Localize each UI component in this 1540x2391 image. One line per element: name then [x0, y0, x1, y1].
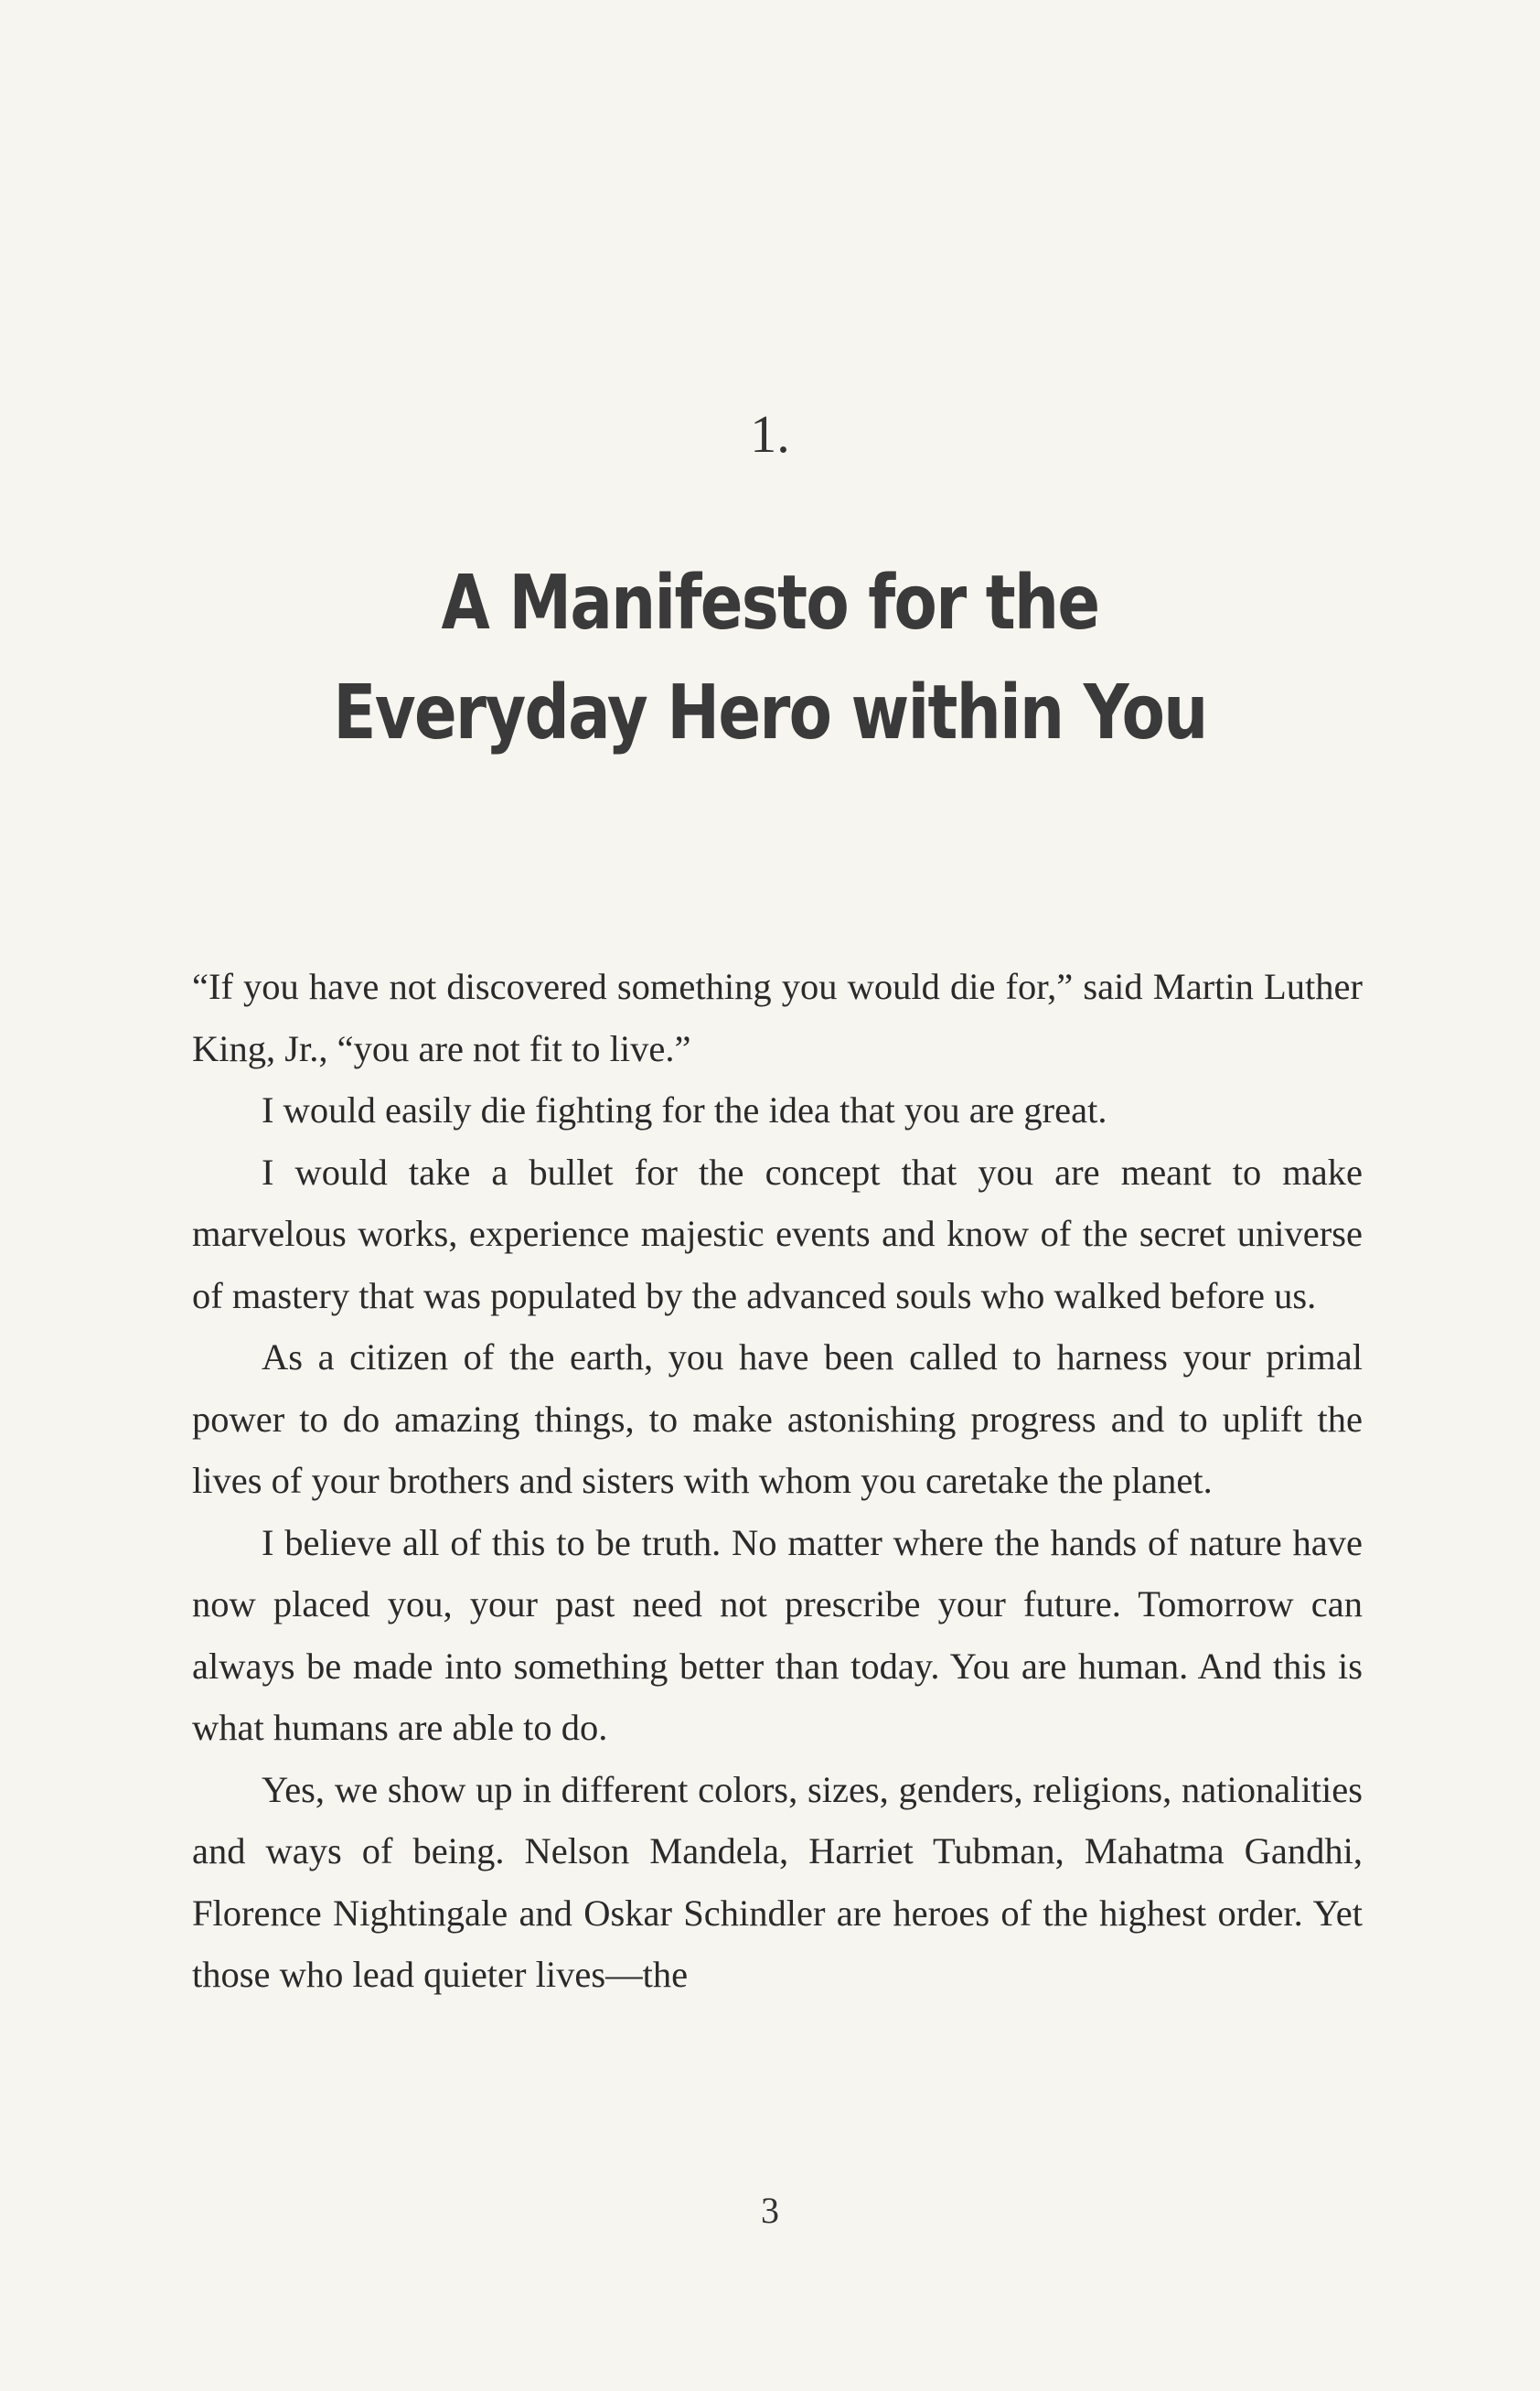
paragraph-6: Yes, we show up in different colors, sizes, genders, religions, nationalities and ways of being. Nelson Mandela, Harriet Tubman, Mahatma Gandhi, Florence Nightingale and Oskar Schindler are heroes of the highest order. Yet those who lead quieter lives—the: [192, 1768, 1363, 1995]
chapter-title: [123, 549, 1417, 768]
page-number: 3: [761, 2190, 779, 2231]
paragraph-1: “If you have not discovered something you would die for,” said Martin Luther King, Jr., “you are not fit to live.”: [192, 966, 1363, 1069]
paragraph-2: I would easily die fighting for the idea that you are great.: [262, 1089, 1107, 1131]
chapter-title-line-2: Everyday Hero within You: [333, 670, 1207, 756]
chapter-title-line-1: A Manifesto for the: [441, 560, 1099, 647]
paragraph-4: As a citizen of the earth, you have been called to harness your primal power to do amazing things, to make astonishing progress and to uplift the lives of your brothers and sisters with whom you caretake the planet.: [192, 1336, 1363, 1501]
paragraph-5: I believe all of this to be truth. No matter where the hands of nature have now placed you, your past need not prescribe your future. Tomorrow can always be made into something better than today. You are human. And this is what humans are able to do.: [192, 1521, 1363, 1748]
chapter-number: 1.: [750, 404, 790, 464]
paragraph-3: I would take a bullet for the concept that you are meant to make marvelous works, experience majestic events and know of the secret universe of mastery that was populated by the advanced souls who walked before us.: [192, 1151, 1363, 1316]
body-text: [192, 956, 1363, 2006]
